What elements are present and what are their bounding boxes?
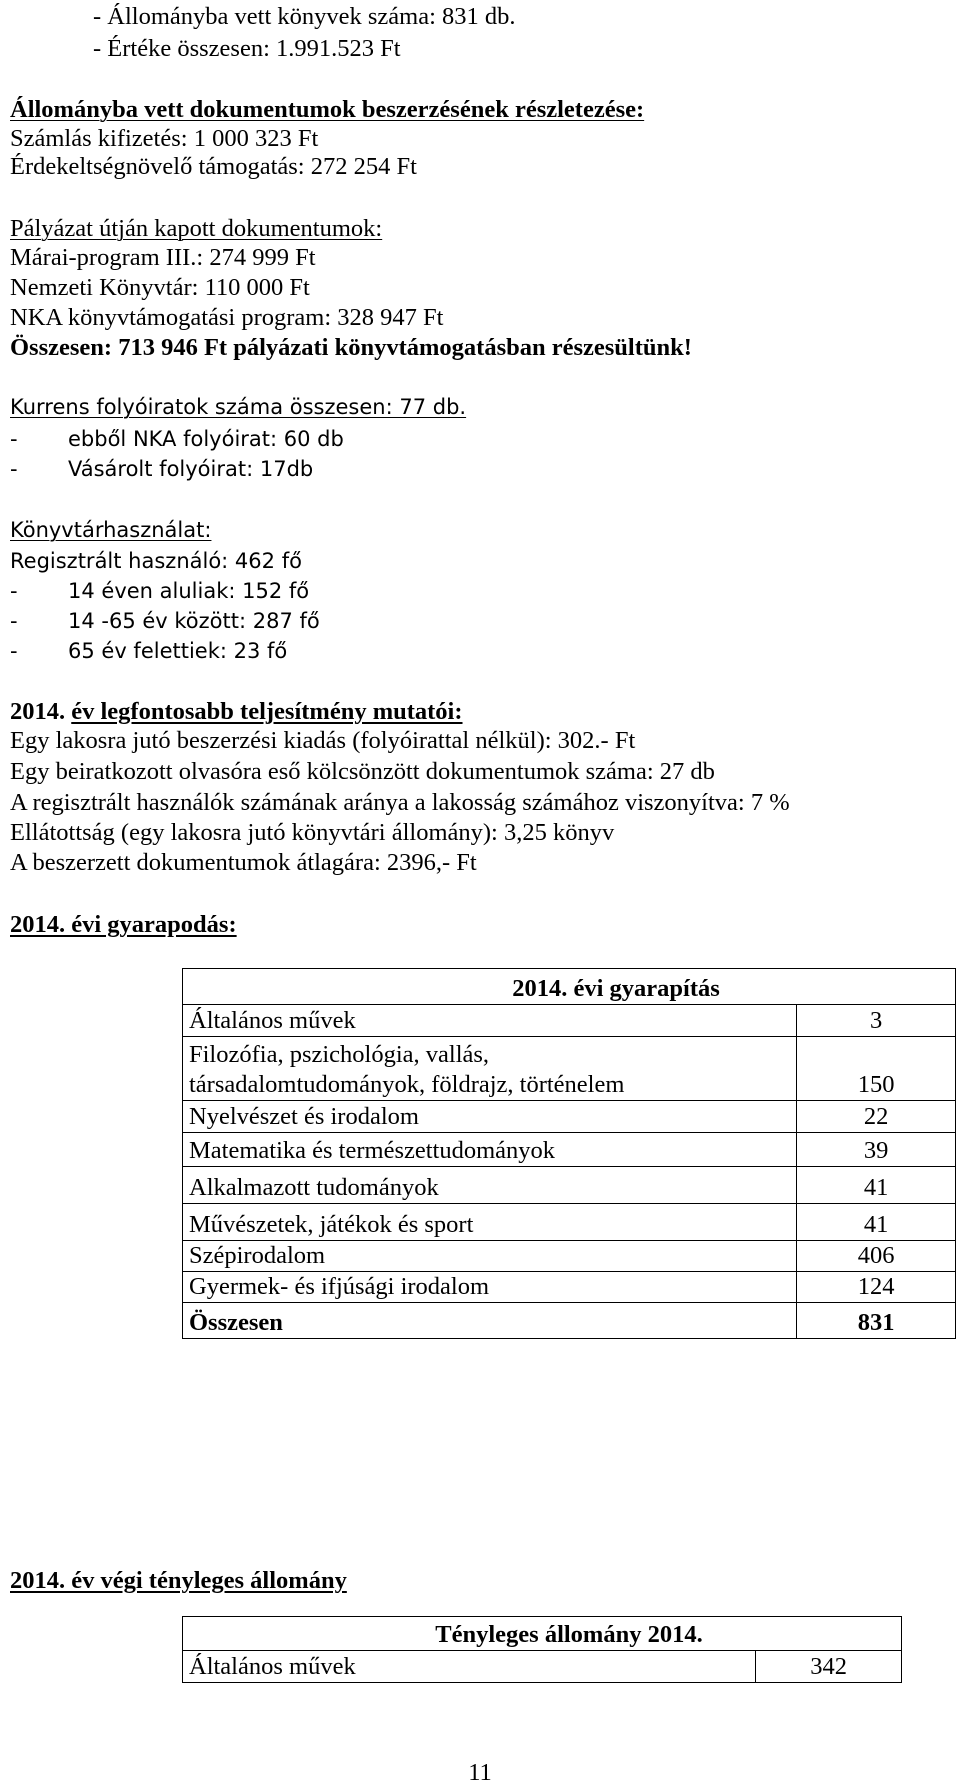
table-row: Nyelvészet és irodalom 22 (183, 1101, 956, 1133)
table-row: Művészetek, játékok és sport 41 (183, 1204, 956, 1241)
table-row: Általános művek 3 (183, 1005, 956, 1037)
list-item: - 65 év felettiek: 23 fő (10, 639, 288, 663)
books-added-value: - Értéke összesen: 1.991.523 Ft (93, 35, 401, 62)
indicator-item: A beszerzett dokumentumok átlagára: 2396,- Ft (10, 849, 477, 876)
table-row: Gyermek- és ifjúsági irodalom 124 (183, 1272, 956, 1303)
list-item: - 14 -65 év között: 287 fő (10, 609, 320, 633)
growth-table (182, 968, 956, 1339)
indicator-item: Ellátottság (egy lakosra jutó könyvtári állomány): 3,25 könyv (10, 819, 615, 846)
grants-heading: Pályázat útján kapott dokumentumok: (10, 215, 383, 242)
periodicals-heading: Kurrens folyóiratok száma összesen: 77 db. (10, 395, 467, 419)
acquisition-heading: Állományba vett dokumentumok beszerzésének részletezése: (10, 96, 645, 123)
indicator-item: Egy lakosra jutó beszerzési kiadás (folyóirattal nélkül): 302.- Ft (10, 727, 636, 754)
acquisition-invoice: Számlás kifizetés: 1 000 323 Ft (10, 125, 319, 152)
growth-table-title: 2014. évi gyarapítás (183, 969, 956, 1005)
indicator-item: Egy beiratkozott olvasóra eső kölcsönzött dokumentumok száma: 27 db (10, 758, 715, 785)
page-number: 11 (468, 1759, 492, 1786)
table-row: Általános művek 342 (183, 1651, 902, 1683)
indicators-heading: 2014. év legfontosabb teljesítmény mutatói: (10, 698, 463, 725)
table-total-row: Összesen 831 (183, 1303, 956, 1339)
table-row: Alkalmazott tudományok 41 (183, 1167, 956, 1204)
list-item: - Vásárolt folyóirat: 17db (10, 457, 314, 481)
table-row: Szépirodalom 406 (183, 1241, 956, 1272)
stock-heading: 2014. év végi tényleges állomány (10, 1567, 347, 1594)
grants-total: Összesen: 713 946 Ft pályázati könyvtámogatásban részesültünk! (10, 334, 692, 361)
acquisition-support: Érdekeltségnövelő támogatás: 272 254 Ft (10, 153, 417, 180)
list-item: - ebből NKA folyóirat: 60 db (10, 427, 344, 451)
usage-registered: Regisztrált használó: 462 fő (10, 549, 302, 573)
grant-item: NKA könyvtámogatási program: 328 947 Ft (10, 304, 444, 331)
books-added-count: - Állományba vett könyvek száma: 831 db. (93, 3, 516, 30)
usage-heading: Könyvtárhasználat: (10, 518, 212, 542)
grant-item: Márai-program III.: 274 999 Ft (10, 244, 316, 271)
growth-heading: 2014. évi gyarapodás: (10, 911, 237, 938)
list-item: - 14 éven aluliak: 152 fő (10, 579, 310, 603)
table-row: Filozófia, pszichológia, vallás, társadalomtudományok, földrajz, történelem 150 (183, 1037, 956, 1101)
stock-table-title: Tényleges állomány 2014. (183, 1617, 902, 1651)
grant-item: Nemzeti Könyvtár: 110 000 Ft (10, 274, 310, 301)
indicator-item: A regisztrált használók számának aránya a lakosság számához viszonyítva: 7 % (10, 789, 790, 816)
stock-table (182, 1616, 902, 1683)
table-row: Matematika és természettudományok 39 (183, 1133, 956, 1167)
